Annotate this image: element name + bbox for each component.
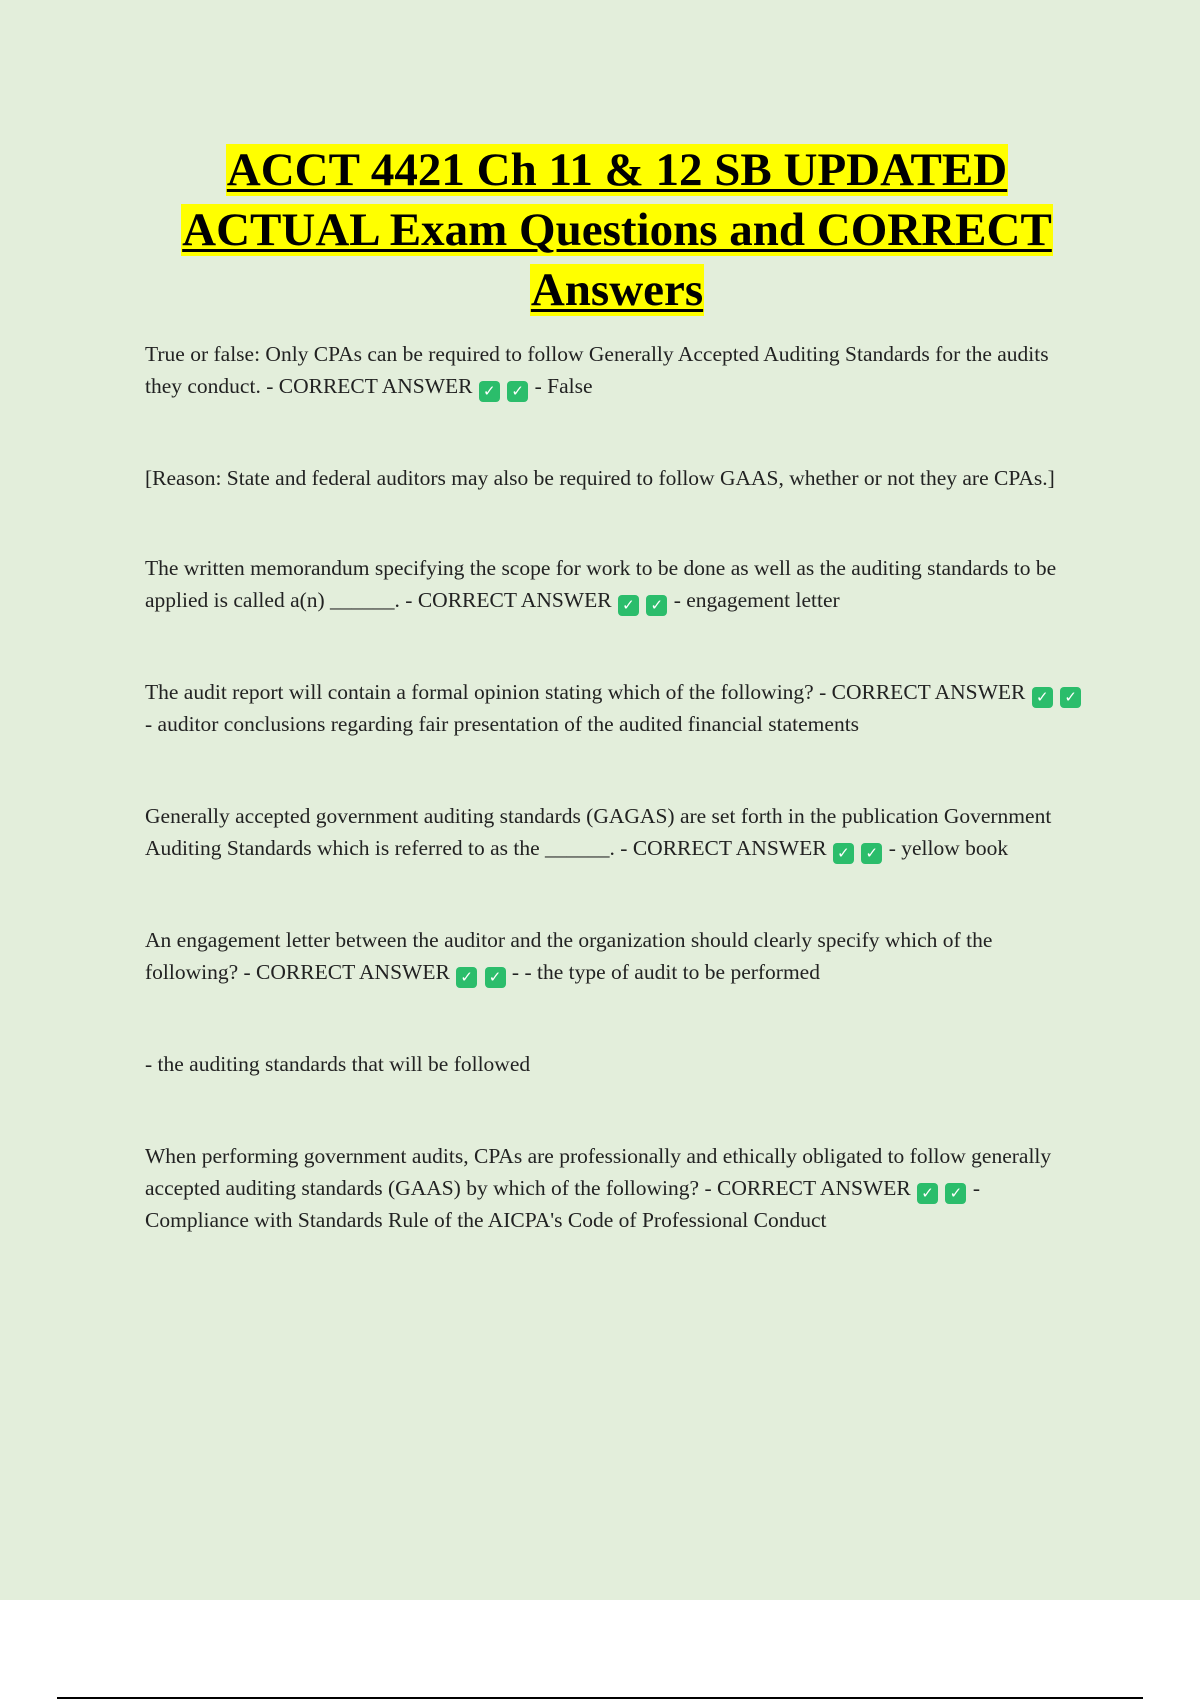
answer-text: - False [534, 374, 593, 398]
qa-item-5 [145, 924, 1085, 988]
question-text: An engagement letter between the auditor and the organization should clearly specify which of the following? - CORRECT ANSWER [145, 928, 993, 984]
question-text: The audit report will contain a formal opinion stating which of the following? - CORRECT ANSWER [145, 680, 1026, 704]
green-check-mark-icon: ✓ [485, 967, 506, 988]
qa-item-3 [145, 676, 1085, 740]
green-check-mark-icon: ✓ [861, 843, 882, 864]
question-text: Generally accepted government auditing standards (GAGAS) are set forth in the publication Government Auditing Standards which is referred to as the ______. - CORRECT ANSWER [145, 804, 1052, 860]
footer-divider [57, 1697, 1143, 1699]
green-check-mark-icon: ✓ [917, 1183, 938, 1204]
green-check-mark-icon: ✓ [945, 1183, 966, 1204]
answer-text: - Compliance with Standards Rule of the AICPA's Code of Professional Conduct [145, 1176, 981, 1232]
page-title [140, 140, 1094, 320]
qa-note-2: - the auditing standards that will be followed [145, 1052, 531, 1076]
answer-text: - auditor conclusions regarding fair presentation of the audited financial statements [145, 712, 860, 736]
green-check-mark-icon: ✓ [507, 381, 528, 402]
green-check-mark-icon: ✓ [456, 967, 477, 988]
qa-item-4 [145, 800, 1085, 864]
qa-item-1 [145, 338, 1085, 402]
qa-item-2 [145, 552, 1085, 616]
page-title-text: ACCT 4421 Ch 11 & 12 SB UPDATED ACTUAL Exam Questions and CORRECT Answers [182, 144, 1052, 316]
question-text: The written memorandum specifying the scope for work to be done as well as the auditing standards to be applied is called a(n) ______. - CORRECT ANSWER [145, 556, 1057, 612]
green-check-mark-icon: ✓ [646, 595, 667, 616]
green-check-mark-icon: ✓ [833, 843, 854, 864]
green-check-mark-icon: ✓ [618, 595, 639, 616]
answer-text: - engagement letter [673, 588, 840, 612]
question-text: True or false: Only CPAs can be required to follow Generally Accepted Auditing Standards for the audits they conduct. - CORRECT ANSWER [145, 342, 1049, 398]
qa-note-1: [Reason: State and federal auditors may also be required to follow GAAS, whether or not they are CPAs.] [145, 466, 1055, 490]
answer-text: - - the type of audit to be performed [511, 960, 820, 984]
qa-content [145, 338, 1085, 1236]
question-text: When performing government audits, CPAs are professionally and ethically obligated to follow generally accepted auditing standards (GAAS) by which of the following? - CORRECT ANSWER [145, 1144, 1052, 1200]
answer-text: - yellow book [888, 836, 1009, 860]
qa-item-6 [145, 1140, 1085, 1236]
green-check-mark-icon: ✓ [1060, 687, 1081, 708]
green-check-mark-icon: ✓ [479, 381, 500, 402]
green-check-mark-icon: ✓ [1032, 687, 1053, 708]
